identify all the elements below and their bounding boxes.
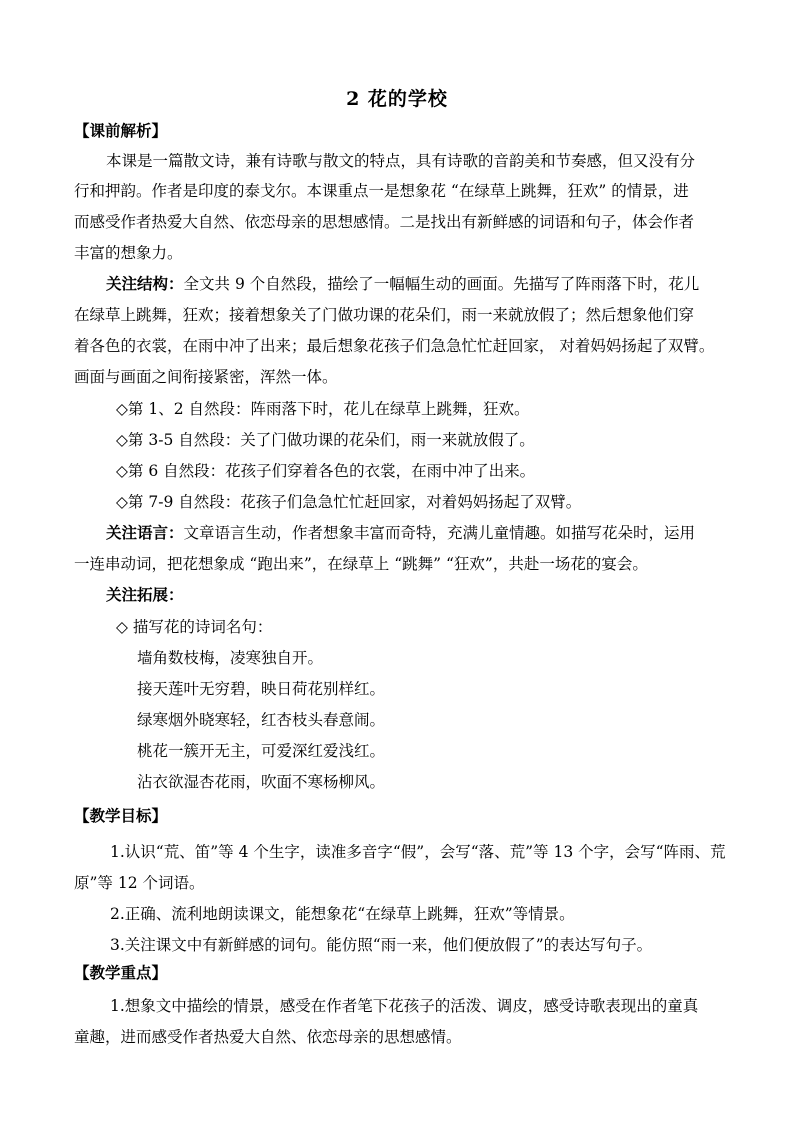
- goal-line: 原”等 12 个词语。: [74, 874, 205, 892]
- section-heading-pre-analysis: 【课前解析】: [74, 121, 168, 140]
- structure-bullet: ◇第 6 自然段：花孩子们穿着各色的衣裳，在雨中冲了出来。: [116, 462, 536, 480]
- goal-line: 1.认识“荒、笛”等 4 个生字，读准多音字“假”，会写“落、荒”等 13 个字，会写“阵雨、荒: [110, 843, 726, 861]
- poem-line: 绿寒烟外晓寒轻，红杏枝头春意闹。: [137, 711, 386, 729]
- goal-line: 3.关注课文中有新鲜感的词句。能仿照“雨一来，他们便放假了”的表达写句子。: [110, 936, 653, 954]
- focus-line: 1.想象文中描绘的情景，感受在作者笔下花孩子的活泼、调皮，感受诗歌表现出的童真: [110, 997, 699, 1015]
- poem-line: 沾衣欲湿杏花雨，吹面不寒杨柳风。: [137, 773, 386, 791]
- extension-intro: ◇ 描写花的诗词名句：: [116, 618, 273, 636]
- structure-bullet: ◇第 7-9 自然段：花孩子们急急忙忙赶回家，对着妈妈扬起了双臂。: [116, 493, 582, 511]
- poem-line: 桃花一簇开无主，可爱深红爱浅红。: [137, 742, 386, 760]
- language-label: 关注语言：: [106, 523, 184, 542]
- structure-text: 全文共 9 个自然段，描绘了一幅幅生动的画面。先描写了阵雨落下时，花儿: [183, 275, 700, 293]
- poem-line: 墙角数枝梅，凌寒独自开。: [137, 649, 324, 667]
- structure-bullet: ◇第 1、2 自然段：阵雨落下时，花儿在绿草上跳舞，狂欢。: [116, 400, 530, 418]
- intro-paragraph-line: 而感受作者热爱大自然、依恋母亲的思想感情。二是找出有新鲜感的词语和句子，体会作者: [74, 213, 695, 231]
- section-heading-teaching-focus: 【教学重点】: [74, 963, 168, 982]
- structure-paragraph-first-line: [106, 274, 699, 294]
- structure-paragraph-line: 在绿草上跳舞，狂欢；接着想象关了门做功课的花朵们，雨一来就放假了；然后想象他们穿: [74, 306, 695, 324]
- intro-paragraph-line: 行和押韵。作者是印度的泰戈尔。本课重点一是想象花 “在绿草上跳舞，狂欢” 的情景，进: [74, 182, 689, 200]
- language-text: 文章语言生动，作者想象丰富而奇特，充满儿童情趣。如描写花朵时，运用: [183, 524, 696, 542]
- lesson-title: 2 花的学校: [346, 88, 448, 110]
- structure-paragraph-line: 画面与画面之间衔接紧密，浑然一体。: [74, 368, 338, 386]
- section-heading-teaching-goals: 【教学目标】: [74, 806, 168, 825]
- structure-label: 关注结构：: [106, 274, 184, 293]
- poem-line: 接天莲叶无穷碧，映日荷花别样红。: [137, 680, 386, 698]
- structure-bullet: ◇第 3-5 自然段：关了门做功课的花朵们，雨一来就放假了。: [116, 431, 535, 449]
- extension-label: 关注拓展：: [106, 585, 184, 604]
- intro-paragraph-line: 本课是一篇散文诗，兼有诗歌与散文的特点，具有诗歌的音韵美和节奏感，但又没有分: [106, 152, 696, 170]
- language-paragraph-first-line: [106, 523, 695, 543]
- focus-line: 童趣，进而感受作者热爱大自然、依恋母亲的思想感情。: [74, 1028, 462, 1046]
- structure-paragraph-line: 着各色的衣裳，在雨中冲了出来；最后想象花孩子们急急忙忙赶回家， 对着妈妈扬起了双臂。: [74, 337, 715, 355]
- language-paragraph-line: 一连串动词，把花想象成 “跑出来”，在绿草上 “跳舞” “狂欢”，共赴一场花的宴会。: [74, 555, 648, 573]
- goal-line: 2.正确、流利地朗读课文，能想象花“在绿草上跳舞，狂欢”等情景。: [110, 905, 575, 923]
- intro-paragraph-line: 丰富的想象力。: [74, 244, 183, 262]
